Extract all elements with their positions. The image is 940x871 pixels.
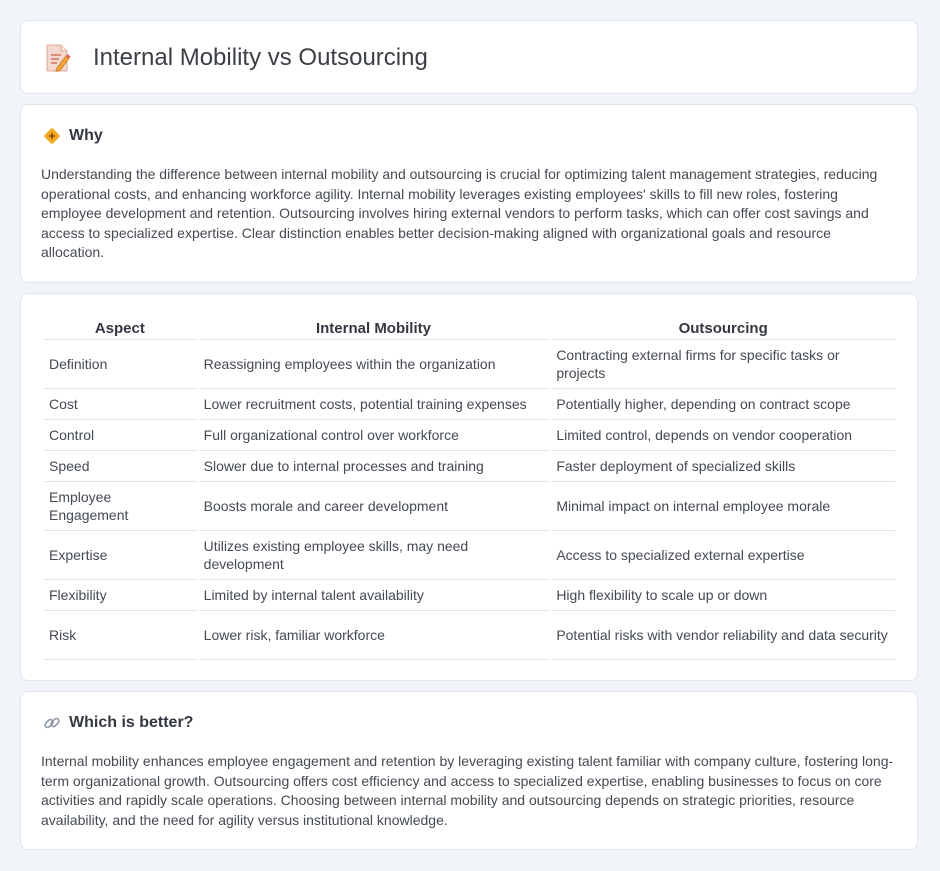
cell-internal-mobility: Slower due to internal processes and training bbox=[199, 451, 549, 482]
cell-outsourcing: Contracting external firms for specific tasks or projects bbox=[551, 340, 895, 389]
header-card bbox=[20, 20, 918, 94]
cell-internal-mobility: Full organizational control over workforce bbox=[199, 420, 549, 451]
page-title: Internal Mobility vs Outsourcing bbox=[93, 44, 428, 71]
better-text: Internal mobility enhances employee engagement and retention by leveraging existing talent familiar with company culture, fostering long-term organizational growth. Outsourcing offers cost efficiency and access to specialized expertise, enabling businesses to focus on core activities and rapidly scale operations. Choosing between internal mobility and outsourcing depends on strategic priorities, resource availability, and the need for agility versus institutional knowledge. bbox=[41, 753, 894, 828]
comparison-table bbox=[41, 314, 898, 660]
cell-internal-mobility: Reassigning employees within the organization bbox=[199, 340, 549, 389]
table-row bbox=[44, 531, 895, 580]
why-heading: Why bbox=[69, 127, 103, 144]
diamond-icon bbox=[43, 127, 61, 145]
table-row bbox=[44, 389, 895, 420]
cell-aspect: Speed bbox=[44, 451, 196, 482]
cell-outsourcing: Potentially higher, depending on contract scope bbox=[551, 389, 895, 420]
cell-aspect: Employee Engagement bbox=[44, 482, 196, 531]
document-edit-icon bbox=[45, 43, 71, 73]
cell-internal-mobility: Boosts morale and career development bbox=[199, 482, 549, 531]
table-row bbox=[44, 451, 895, 482]
column-header-aspect: Aspect bbox=[44, 314, 196, 340]
why-section bbox=[20, 104, 918, 283]
cell-aspect: Expertise bbox=[44, 531, 196, 580]
table-row bbox=[44, 482, 895, 531]
table-row bbox=[44, 611, 895, 660]
table-header-row bbox=[44, 314, 895, 340]
better-heading: Which is better? bbox=[69, 714, 194, 731]
table-row bbox=[44, 580, 895, 611]
cell-outsourcing: Limited control, depends on vendor cooperation bbox=[551, 420, 895, 451]
link-icon bbox=[43, 714, 61, 732]
cell-outsourcing: Minimal impact on internal employee morale bbox=[551, 482, 895, 531]
cell-aspect: Definition bbox=[44, 340, 196, 389]
cell-internal-mobility: Lower recruitment costs, potential training expenses bbox=[199, 389, 549, 420]
cell-outsourcing: Access to specialized external expertise bbox=[551, 531, 895, 580]
cell-outsourcing: Potential risks with vendor reliability and data security bbox=[551, 611, 895, 660]
cell-aspect: Cost bbox=[44, 389, 196, 420]
cell-aspect: Flexibility bbox=[44, 580, 196, 611]
cell-aspect: Control bbox=[44, 420, 196, 451]
table-row bbox=[44, 340, 895, 389]
column-header-outsourcing: Outsourcing bbox=[551, 314, 895, 340]
cell-outsourcing: High flexibility to scale up or down bbox=[551, 580, 895, 611]
table-row bbox=[44, 420, 895, 451]
comparison-section bbox=[20, 293, 918, 681]
cell-aspect: Risk bbox=[44, 611, 196, 660]
cell-internal-mobility: Utilizes existing employee skills, may need development bbox=[199, 531, 549, 580]
why-text: Understanding the difference between internal mobility and outsourcing is crucial for optimizing talent management strategies, reducing operational costs, and enhancing workforce agility. Internal mobility leverages existing employees' skills to fill new roles, fostering employee development and retention. Outsourcing involves hiring external vendors to perform tasks, which can offer cost savings and access to specialized expertise. Clear distinction enables better decision-making aligned with organizational goals and resource allocation. bbox=[41, 166, 878, 261]
cell-outsourcing: Faster deployment of specialized skills bbox=[551, 451, 895, 482]
column-header-internal-mobility: Internal Mobility bbox=[199, 314, 549, 340]
which-is-better-section bbox=[20, 691, 918, 850]
cell-internal-mobility: Lower risk, familiar workforce bbox=[199, 611, 549, 660]
cell-internal-mobility: Limited by internal talent availability bbox=[199, 580, 549, 611]
